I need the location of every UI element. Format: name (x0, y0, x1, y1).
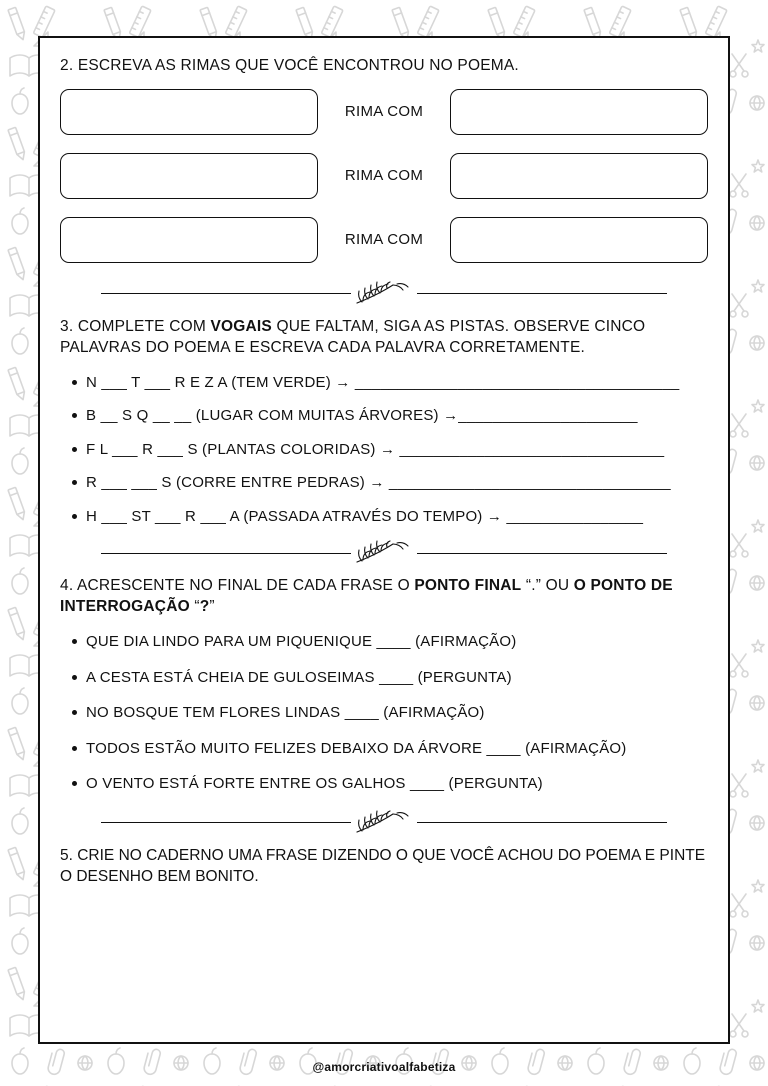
list-item[interactable]: A CESTA ESTÁ CHEIA DE GULOSEIMAS ____ (PERGUNTA) (86, 668, 708, 688)
rhyme-right-box-1[interactable] (450, 89, 708, 135)
rhyme-row (60, 217, 708, 263)
question-4-title-bold1: PONTO FINAL (414, 577, 522, 595)
question-4-title-part1: 4. ACRESCENTE NO FINAL DE CADA FRASE O (60, 577, 415, 595)
question-3-section (60, 317, 708, 526)
rhyme-rows (60, 89, 708, 263)
divider-line-left (101, 293, 351, 294)
leaf-branch-icon (353, 281, 415, 307)
leaf-branch-icon (353, 810, 415, 836)
footer-handle: @amorcriativoalfabetiza (312, 1060, 456, 1074)
question-3-items (60, 373, 708, 527)
divider-line-right (417, 293, 667, 294)
list-item[interactable]: H ___ ST ___ R ___ A (PASSADA ATRAVÉS DO TEMPO) → ________________ (86, 507, 708, 527)
rhyme-row (60, 153, 708, 199)
question-4-section (60, 576, 708, 793)
question-3-title-part1: 3. COMPLETE COM (60, 317, 211, 335)
question-4-items (60, 632, 708, 794)
list-item[interactable]: QUE DIA LINDO PARA UM PIQUENIQUE ____ (AFIRMAÇÃO) (86, 632, 708, 652)
section-divider-3 (60, 810, 708, 836)
question-4-title-bold2: O PONTO DE INTERROGAÇÃO (60, 577, 673, 616)
rhyme-left-box-1[interactable] (60, 89, 318, 135)
question-5-text: 5. CRIE NO CADERNO UMA FRASE DIZENDO O QUE VOCÊ ACHOU DO POEMA E PINTE O DESENHO BEM BONITO. (60, 846, 706, 885)
list-item[interactable]: N ___ T ___ R E Z A (TEM VERDE) → ______________________________________ (86, 373, 708, 393)
question-4-title-mid1: “.” OU (521, 577, 574, 595)
leaf-branch-icon (353, 540, 415, 566)
section-divider-1 (60, 281, 708, 307)
list-item[interactable]: F L ___ R ___ S (PLANTAS COLORIDAS) → _______________________________ (86, 440, 708, 460)
divider-line-left (101, 822, 351, 823)
list-item[interactable]: TODOS ESTÃO MUITO FELIZES DEBAIXO DA ÁRVORE ____ (AFIRMAÇÃO) (86, 739, 708, 759)
question-4-title-end: ” (209, 598, 215, 616)
list-item[interactable]: R ___ ___ S (CORRE ENTRE PEDRAS) → _________________________________ (86, 473, 708, 493)
rhyme-row (60, 89, 708, 135)
section-divider-2 (60, 540, 708, 566)
rhyme-com-label-2: RIMA COM (344, 167, 424, 185)
rhyme-right-box-2[interactable] (450, 153, 708, 199)
rhyme-com-label-1: RIMA COM (344, 103, 424, 121)
question-4-title-bold3: ? (199, 598, 210, 616)
rhyme-right-box-3[interactable] (450, 217, 708, 263)
list-item[interactable]: B __ S Q __ __ (LUGAR COM MUITAS ÁRVORES) →_____________________ (86, 406, 708, 426)
rhyme-left-box-3[interactable] (60, 217, 318, 263)
question-3-title-part2: QUE FALTAM, SIGA AS PISTAS. OBSERVE CINCO PALAVRAS DO POEMA E ESCREVA CADA PALAVRA CORRETAMENTE. (60, 317, 646, 356)
divider-line-right (417, 822, 667, 823)
question-4-title (60, 576, 708, 618)
question-4-title-mid2: “ (189, 598, 200, 616)
worksheet-page (38, 36, 730, 1044)
question-3-title (60, 317, 708, 359)
divider-line-left (101, 553, 351, 554)
question-2-section (60, 56, 708, 263)
divider-line-right (417, 553, 667, 554)
rhyme-com-label-3: RIMA COM (344, 231, 424, 249)
list-item[interactable]: O VENTO ESTÁ FORTE ENTRE OS GALHOS ____ (PERGUNTA) (86, 774, 708, 794)
question-2-title: 2. ESCREVA AS RIMAS QUE VOCÊ ENCONTROU NO POEMA. (60, 57, 519, 74)
rhyme-left-box-2[interactable] (60, 153, 318, 199)
question-3-title-bold: VOGAIS (210, 317, 272, 335)
list-item[interactable]: NO BOSQUE TEM FLORES LINDAS ____ (AFIRMAÇÃO) (86, 703, 708, 723)
question-5-section (60, 846, 708, 888)
